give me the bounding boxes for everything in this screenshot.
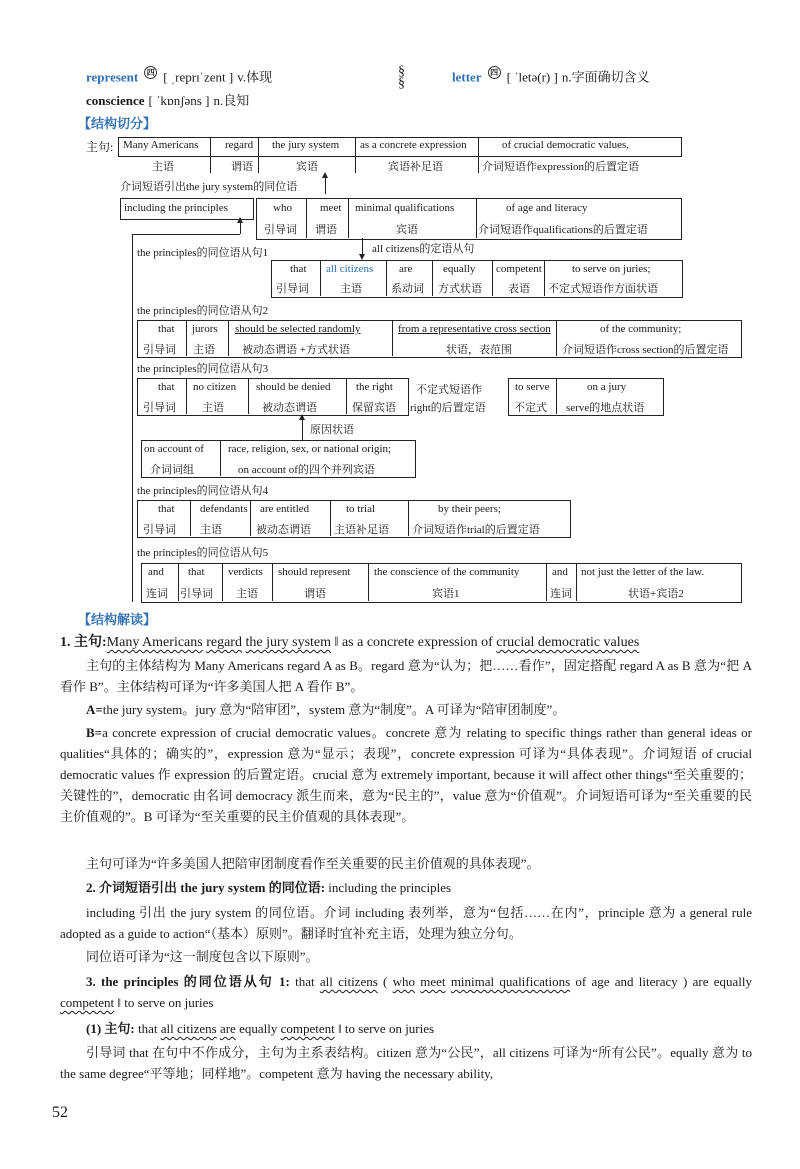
word: should be denied: [256, 381, 331, 393]
paragraph: 主句的主体结构为 Many Americans regard A as B。regard 意为“认为；把……看作”，固定搭配 regard A as B 意为“把 A 看作 B”。主体结构可译为“许多美国人把 A 看作 B”。: [60, 658, 752, 694]
word: from a representative cross section: [398, 323, 551, 335]
divider: [222, 563, 223, 601]
appositive-clause-label: the principles的同位语从句4: [137, 485, 269, 497]
gloss: 引导词: [180, 588, 213, 600]
gloss: 方式状语: [438, 283, 482, 295]
paragraph: including 引出 the jury system 的同位语。介词 including 表列举，意为“包括……在内”，principle 意为 a general rule adopted as a guide to action“（基本）原则”。翻译时宜补充主语，处理为独立分句。: [60, 905, 752, 941]
attributive-clause-label: all citizens的定语从句: [372, 243, 475, 255]
paragraph: A=the jury system。jury 意为“陪审团”，system 意为“制度”。A 可译为“陪审团制度”。: [86, 702, 566, 717]
word: are entitled: [260, 503, 310, 515]
word: as a concrete expression: [360, 139, 467, 151]
word: jurors: [192, 323, 218, 335]
vocab-word: represent: [86, 69, 139, 85]
gloss: 介词短语作expression的后置定语: [482, 161, 640, 173]
word: no citizen: [193, 381, 237, 393]
word: to serve on juries;: [572, 263, 651, 275]
gloss: 引导词: [143, 524, 176, 536]
appositive-clause-label: the principles的同位语从句3: [137, 363, 269, 375]
word: should be selected randomly: [235, 323, 361, 335]
vocab-ipa: [ ˈkɒnʃəns ]: [148, 93, 210, 108]
divider: [478, 137, 479, 173]
divider: [556, 320, 557, 356]
gloss: 被动态谓语: [262, 402, 317, 414]
vocab-word: letter: [452, 69, 482, 85]
paragraph: 引导词 that 在句中不作成分，主句为主系表结构。citizen 意为“公民”，all citizens 可译为“所有公民”。equally 意为 to the same degree“平等地；同样地”。competent 意为 having the necessary ability,: [60, 1045, 752, 1081]
infinitive-note: right的后置定语: [410, 402, 486, 414]
gloss: 谓语: [304, 588, 326, 600]
gloss: 谓语: [315, 224, 337, 236]
divider: [186, 378, 187, 414]
gloss: 主语: [340, 283, 362, 295]
gloss: 介词短语作cross section的后置定语: [562, 344, 729, 356]
word: that: [158, 323, 175, 335]
divider: [330, 500, 331, 536]
connector-line: [325, 176, 326, 194]
gloss: 主语: [200, 524, 222, 536]
word: meet: [320, 202, 342, 214]
divider: [432, 260, 433, 296]
divider: [220, 440, 221, 476]
divider: [408, 500, 409, 536]
gloss: 被动态谓语 +方式状语: [242, 344, 350, 356]
word: including the principles: [124, 202, 228, 214]
gloss: 介词词组: [150, 464, 194, 476]
word: the jury system: [272, 139, 340, 151]
gloss: 宾语: [396, 224, 418, 236]
vocab-represent: [86, 66, 272, 86]
word: to serve: [515, 381, 550, 393]
gloss: 不定式: [514, 402, 547, 414]
gloss: 宾语1: [432, 588, 460, 600]
word: competent: [496, 263, 542, 275]
reason-adverbial-label: 原因状语: [310, 424, 354, 436]
vocab-ipa: [ ˈletə(r) ]: [506, 69, 558, 85]
word: of age and literacy: [506, 202, 588, 214]
connector-line: [132, 234, 240, 235]
word: equally: [443, 263, 476, 275]
divider: [228, 320, 229, 356]
vocab-def: n.良知: [213, 93, 250, 108]
analysis-heading-1: 1. 主句:Many Americans regard the jury system ‖ as a concrete expression of crucial democratic values: [60, 635, 640, 650]
infinitive-note: 不定式短语作: [416, 384, 482, 396]
vocab-ipa: [ ˌreprɪˈzent ]: [163, 69, 234, 85]
arrow-up-icon: [237, 217, 243, 223]
word: that: [188, 566, 205, 578]
gloss: 表语: [508, 283, 530, 295]
vocab-def: n.字面确切含义: [561, 69, 650, 85]
bracket-line: [132, 234, 133, 602]
word: on account of: [144, 443, 204, 455]
appositive-clause-label: the principles的同位语从句5: [137, 547, 269, 559]
word: and: [552, 566, 568, 578]
word: are: [399, 263, 413, 275]
divider: [320, 260, 321, 296]
vocab-letter: [452, 66, 650, 86]
word: on a jury: [587, 381, 627, 393]
gloss: 连词: [146, 588, 168, 600]
divider: [348, 198, 349, 238]
gloss: 主语: [236, 588, 258, 600]
vocab-conscience: [86, 90, 249, 110]
gloss: serve的地点状语: [566, 402, 645, 414]
appositive-clause-label: the principles的同位语从句1: [137, 247, 269, 259]
appositive-note: 介词短语引出the jury system的同位语: [120, 181, 298, 193]
gloss: 介词短语作trial的后置定语: [412, 524, 540, 536]
word: verdicts: [228, 566, 263, 578]
divider: [190, 500, 191, 536]
gloss: 主语补足语: [334, 524, 389, 536]
level-badge-icon: 四: [488, 66, 501, 79]
main-clause-label: 主句:: [86, 140, 114, 154]
gloss: 宾语补足语: [388, 161, 443, 173]
word: minimal qualifications: [355, 202, 455, 214]
paragraph: B=a concrete expression of crucial democratic values。concrete 意为 relating to specific things rather than general ideas or qualities“具体的；确实的”，expression 意为“显示；表现”，concrete expression 可译为“具体表现”。介词短语 of crucial democratic values 作 expression 的后置定语。crucial 意为 extremely important, because it will affect other things“至关重要的；关键性的”，democratic 由名词 democracy 派生而来，意为“民主的”，value 意为“价值观”。介词短语可译为“至关重要的民主价值观的”。B 可译为“至关重要的民主价值观的具体表现”。: [60, 725, 752, 824]
analysis-heading-4: (1) 主句: that all citizens are equally competent ‖ to serve on juries: [86, 1021, 435, 1036]
gloss: 引导词: [143, 344, 176, 356]
arrow-up-icon: [299, 414, 305, 420]
divider: [346, 378, 347, 414]
divider: [272, 563, 273, 601]
divider: [386, 260, 387, 296]
vocab-word: conscience: [86, 93, 145, 108]
gloss: 引导词: [264, 224, 297, 236]
gloss: 引导词: [276, 283, 309, 295]
divider: [544, 260, 545, 296]
gloss: 状语+宾语2: [628, 588, 684, 600]
gloss: 状语，表范围: [446, 344, 512, 356]
word: of crucial democratic values,: [502, 139, 630, 151]
word: of the community;: [600, 323, 682, 335]
gloss: 谓语: [231, 161, 253, 173]
word: the right: [356, 381, 393, 393]
appositive-clause-label: the principles的同位语从句2: [137, 305, 269, 317]
word: to trial: [346, 503, 376, 515]
word: that: [158, 503, 175, 515]
vocab-def: v.体现: [237, 69, 273, 85]
word: Many Americans: [123, 139, 199, 151]
gloss: 主语: [202, 402, 224, 414]
divider: [576, 563, 577, 601]
word: defendants: [200, 503, 248, 515]
word: that: [290, 263, 307, 275]
section-heading-structure-cut: 【结构切分】: [78, 116, 157, 131]
divider: [476, 198, 477, 238]
word: and: [148, 566, 164, 578]
level-badge-icon: 四: [144, 66, 157, 79]
divider: [368, 563, 369, 601]
divider: [178, 563, 179, 601]
gloss: 不定式短语作方面状语: [548, 283, 658, 295]
word: all citizens: [326, 263, 374, 275]
word: the conscience of the community: [374, 566, 520, 578]
paragraph: 同位语可译为“这一制度包含以下原则”。: [86, 949, 319, 964]
word: by their peers;: [438, 503, 501, 515]
analysis-heading-3: 3. the principles 的同位语从句 1: that all citizens ( who meet minimal qualifications of age and literacy ) are equally competent ‖ to serve on juries: [60, 974, 752, 1010]
divider: [556, 378, 557, 414]
divider: [492, 260, 493, 296]
divider: [186, 320, 187, 356]
gloss: 保留宾语: [352, 402, 396, 414]
word: should represent: [278, 566, 351, 578]
gloss: 介词短语作qualifications的后置定语: [478, 224, 648, 236]
gloss: 宾语: [296, 161, 318, 173]
gloss: 被动态谓语: [256, 524, 311, 536]
divider: [306, 198, 307, 238]
gloss: 主语: [152, 161, 174, 173]
word: regard: [225, 139, 254, 151]
divider: [248, 378, 249, 414]
gloss: 主语: [193, 344, 215, 356]
divider: [392, 320, 393, 356]
section-heading-structure-read: 【结构解读】: [78, 612, 157, 627]
paragraph: 主句可译为“许多美国人把陪审团制度看作至关重要的民主价值观的具体表现”。: [86, 856, 540, 871]
word: that: [158, 381, 175, 393]
arrow-up-icon: [322, 172, 328, 178]
divider: [546, 563, 547, 601]
divider: [258, 137, 259, 173]
page-number: 52: [52, 1104, 68, 1121]
analysis-heading-2: 2. 介词短语引出 the jury system 的同位语: including the principles: [86, 880, 452, 895]
word: race, religion, sex, or national origin;: [228, 443, 392, 455]
gloss: 连词: [550, 588, 572, 600]
gloss: 系动词: [391, 283, 424, 295]
spiral-divider-icon: § §: [398, 64, 405, 91]
gloss: 引导词: [143, 402, 176, 414]
divider: [355, 137, 356, 173]
divider: [250, 500, 251, 536]
word: not just the letter of the law.: [581, 566, 705, 578]
gloss: on account of的四个并列宾语: [238, 464, 375, 476]
divider: [210, 137, 211, 173]
word: who: [273, 202, 292, 214]
